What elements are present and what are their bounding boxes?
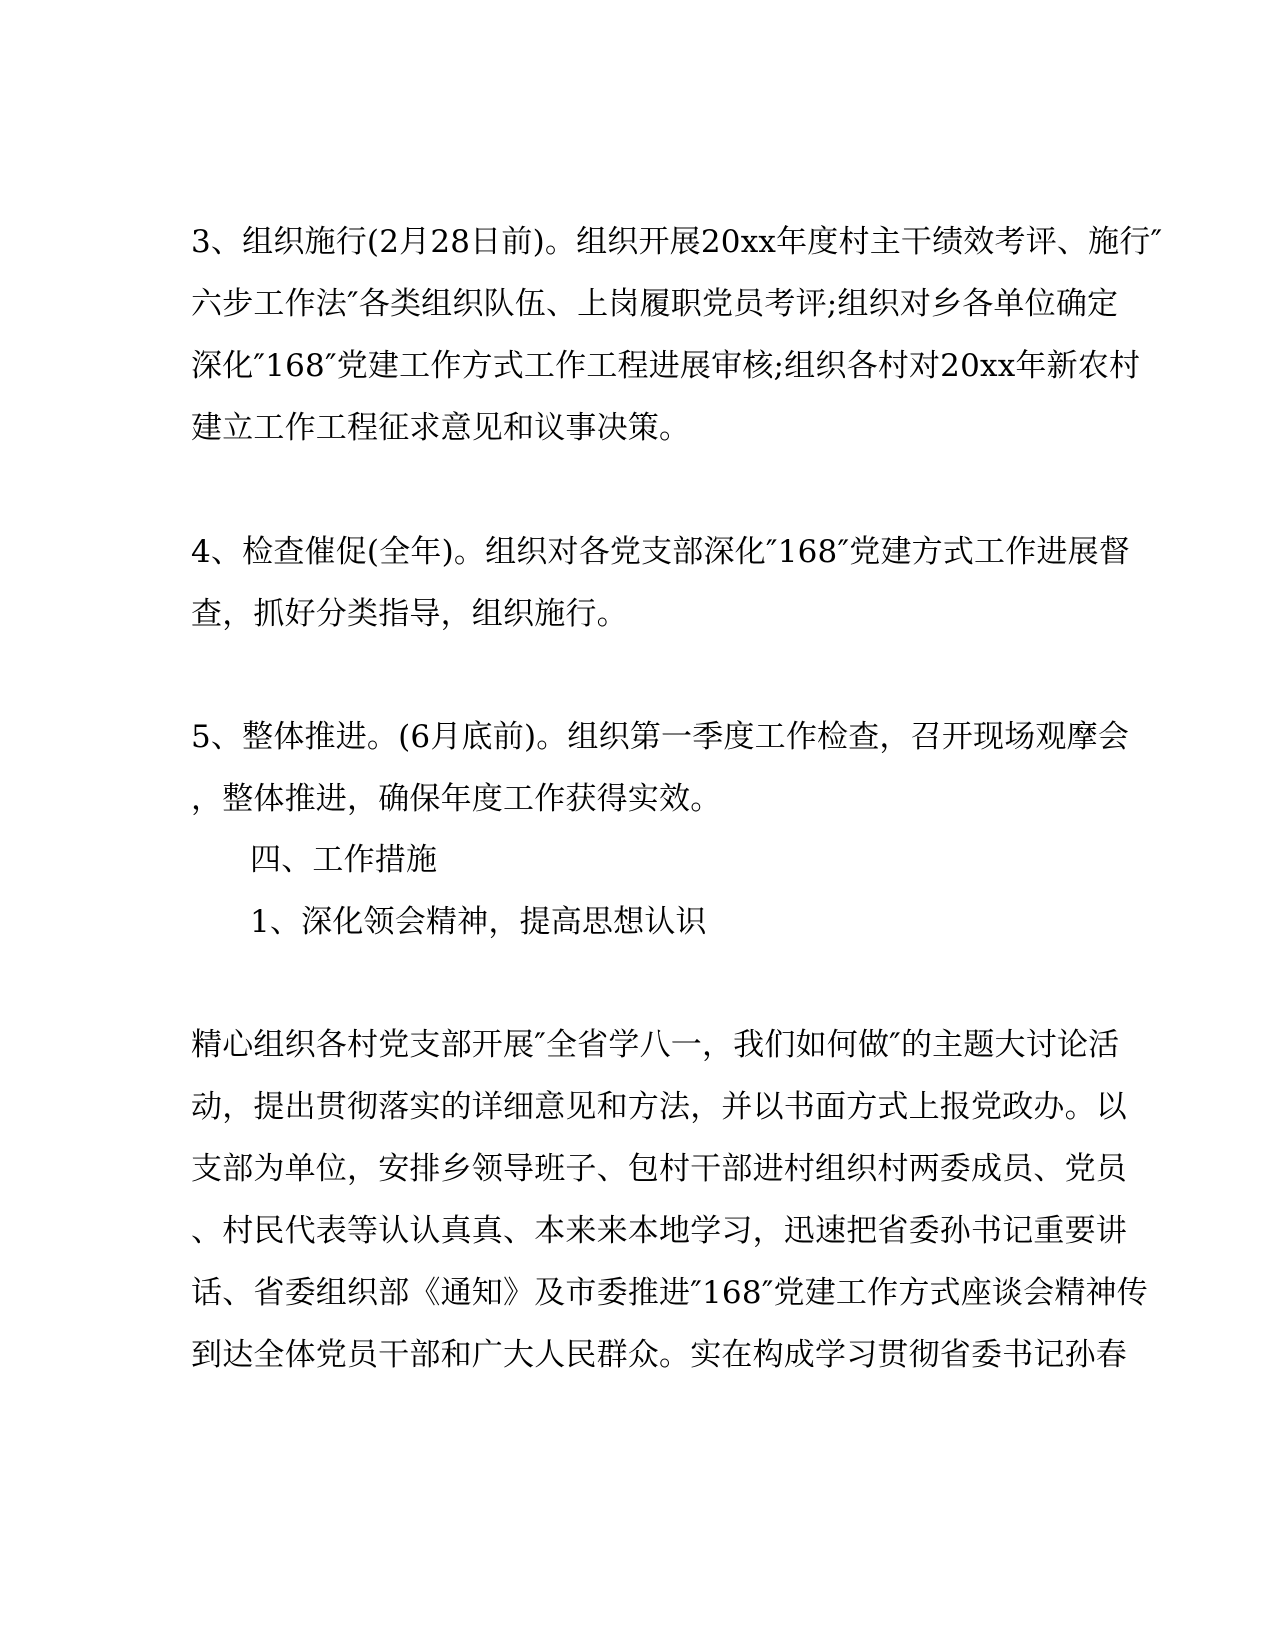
paragraph-3-line-2: 六步工作法″各类组织队伍、上岗履职党员考评;组织对乡各单位确定	[191, 286, 1119, 322]
body-paragraph-line-5: 话、省委组织部《通知》及市委推进″168″党建工作方式座谈会精神传	[191, 1275, 1148, 1311]
paragraph-4-line-1: 4、检查催促(全年)。组织对各党支部深化″168″党建方式工作进展督	[191, 534, 1131, 570]
body-paragraph-line-6: 到达全体党员干部和广大人民群众。实在构成学习贯彻省委书记孙春	[191, 1337, 1127, 1373]
paragraph-5-line-2: ，整体推进，确保年度工作获得实效。	[191, 781, 722, 817]
body-paragraph-line-4: 、村民代表等认认真真、本来来本地学习，迅速把省委孙书记重要讲	[191, 1213, 1127, 1249]
paragraph-4-line-2: 查，抓好分类指导，组织施行。	[191, 596, 628, 632]
subsection-heading: 1、深化领会精神，提高思想认识	[250, 904, 707, 940]
paragraph-3-line-1: 3、组织施行(2月28日前)。组织开展20xx年度村主干绩效考评、施行″	[191, 224, 1163, 260]
body-paragraph-line-2: 动，提出贯彻落实的详细意见和方法，并以书面方式上报党政办。以	[191, 1089, 1127, 1125]
body-paragraph-line-1: 精心组织各村党支部开展″全省学八一，我们如何做″的主题大讨论活	[191, 1027, 1120, 1063]
paragraph-5-line-1: 5、整体推进。(6月底前)。组织第一季度工作检查，召开现场观摩会	[191, 719, 1130, 755]
section-heading: 四、工作措施	[250, 842, 438, 878]
body-paragraph-line-3: 支部为单位，安排乡领导班子、包村干部进村组织村两委成员、党员	[191, 1151, 1127, 1187]
paragraph-3-line-3: 深化″168″党建工作方式工作工程进展审核;组织各村对20xx年新农村	[191, 348, 1141, 384]
paragraph-3-line-4: 建立工作工程征求意见和议事决策。	[191, 410, 691, 446]
